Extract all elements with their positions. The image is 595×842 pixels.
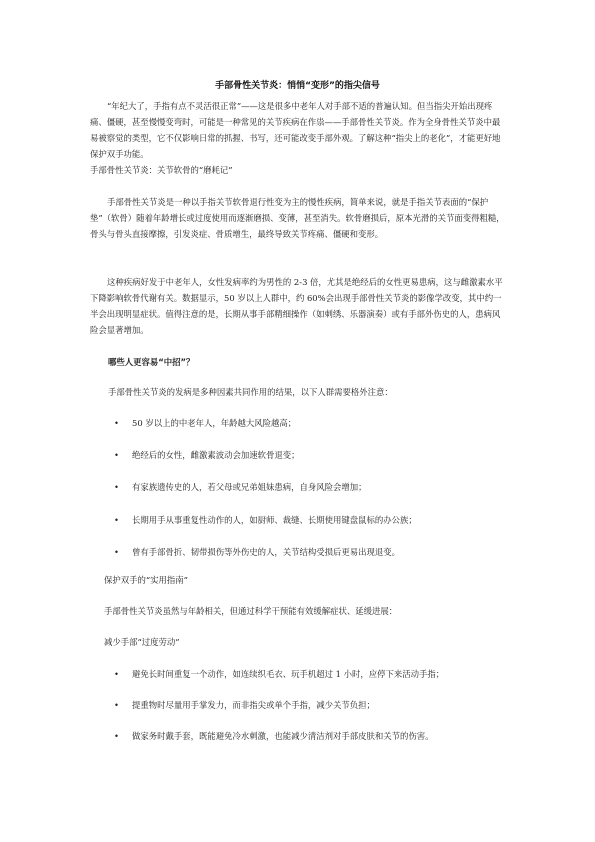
- bullet-icon: •: [114, 547, 119, 557]
- guide-intro-text: 手部骨性关节炎虽然与年龄相关，但通过科学干预能有效缓解症状、延缓进展：: [104, 606, 398, 616]
- care-list: • 避免长时间重复一个动作，如连续织毛衣、玩手机超过 1 小时，应停下来活动手指； • 提重物时尽量用手掌发力，而非指尖或单个手指，减少关节负担； • 做家务时戴手套，既能避免冷水刺激，也能减少清洁剂对手部皮肤和关节的伤害。: [114, 669, 445, 741]
- section-heading-cartilage: 手部骨性关节炎：关节软骨的“磨耗记”: [90, 165, 233, 175]
- bullet-icon: •: [114, 515, 119, 525]
- bullet-icon: •: [114, 669, 119, 679]
- epidemiology-paragraph: 这种疾病好发于中老年人，女性发病率约为男性的 2-3 倍，尤其是绝经后的女性更易患病，这与雌激素水平下降影响软骨代谢有关。数据显示，50 岁以上人群中，约 60%会出现手部骨性关节炎的影像学改变，其中约一半会出现明显症状。值得注意的是，长期从事手部精细操作（如刺绣、乐器演奏）或有手部外伤史的人，患病风险会显著增加。: [90, 277, 503, 335]
- risk-intro-text: 手部骨性关节炎的发病是多种因素共同作用的结果，以下人群需要格外注意：: [108, 387, 393, 397]
- bullet-icon: •: [114, 450, 119, 460]
- section-heading-risk-groups: 哪些人更容易“中招”？: [108, 357, 195, 367]
- definition-paragraph: 手部骨性关节炎是一种以手指关节软骨退行性变为主的慢性疾病，简单来说，就是手指关节表面的“保护垫”（软骨）随着年龄增长或过度使用而逐渐磨损、变薄，甚至消失。软骨磨损后，原本光滑的关节面变得粗糙，骨头与骨头直接摩擦，引发炎症、骨质增生，最终导致关节疼痛、僵硬和变形。: [90, 197, 505, 239]
- intro-paragraph: “年纪大了，手指有点不灵活很正常”——这是很多中老年人对手部不适的普遍认知。但当指尖开始出现疼痛、僵硬，甚至慢慢变弯时，可能是一种常见的关节疾病在作祟——手部骨性关节炎。作为全身骨性关节炎中最易被察觉的类型，它不仅影响日常的抓握、书写，还可能改变手部外观。了解这种“指尖上的老化”，才能更好地保护双手功能。: [90, 101, 501, 159]
- bullet-icon: •: [114, 482, 119, 492]
- bullet-icon: •: [114, 700, 119, 710]
- bullet-icon: •: [114, 418, 119, 428]
- bullet-icon: •: [114, 731, 119, 741]
- subsection-heading-reduce-strain: 减少手部“过度劳动”: [104, 637, 180, 647]
- document-title: 手部骨性关节炎：悄悄“变形”的指尖信号: [215, 81, 380, 91]
- risk-list: • 50 岁以上的中老年人，年龄越大风险越高； • 绝经后的女性，雌激素波动会加速软骨退变； • 有家族遗传史的人，若父母或兄弟姐妹患病，自身风险会增加； • 长期用手从事重复性动作的人，如厨师、裁缝、长期使用键盘鼠标的办公族； • 曾有手部骨折、韧带损伤等外伤史的人，关节结构受损后更易出现退变。: [114, 418, 417, 557]
- section-heading-guide: 保护双手的“实用指南”: [104, 575, 188, 585]
